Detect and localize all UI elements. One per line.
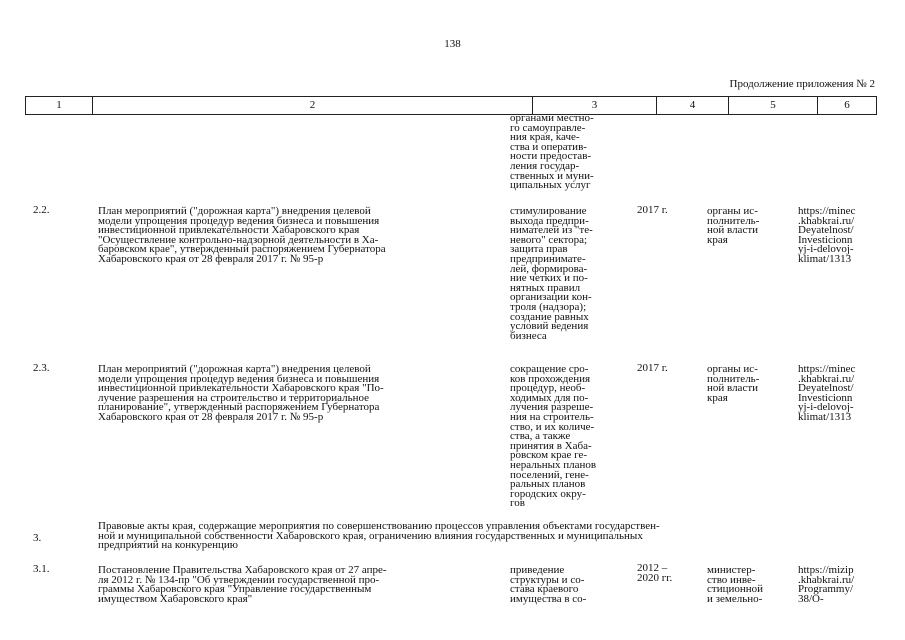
row-document: План мероприятий ("дорожная карта") внедрения целевой модели упрощения процедур ведения бизнеса и повышения инвестиционной привлекательности Хабаровского края "Осуществление контрольно-надзорной деятельности в Ха- баровском крае", утвержденный распоряжением Губернатора Хабаровского края от 28 февраля 2017 г. № 95-р [98,205,386,265]
header-col-2: 2 [92,97,532,114]
row-link[interactable]: https://minec .khabkrai.ru/ Deyatelnost/ Investicionn yj-i-delovoj- klimat/1313 [798,363,856,423]
row-term: 2017 г. [637,204,668,216]
row-goal: сокращение сро- ков прохождения процедур, необ- ходимых для по- лучения разреше- ния на строитель- ство, и их количе- ства, а также принятия в Хаба- ровском крае ге- неральных планов поселений, гене- ральных планов городских окру- гов [510,363,597,510]
table-header [25,96,877,115]
continuation-label: Продолжение приложения № 2 [729,78,875,90]
header-col-3: 3 [532,97,656,114]
row-document: План мероприятий ("дорожная карта") внедрения целевой модели упрощения процедур ведения бизнеса и повышения инвестиционной привлекательности Хабаровского края "По- лучение разрешения на строительство и территориальное планирование", утвержденный распоряжением Губернатора Хабаровского края от 28 февраля 2017 г. № 95-р [98,363,384,423]
row-link[interactable]: https://minec .khabkrai.ru/ Deyatelnost/ Investicionn yj-i-delovoj- klimat/1313 [798,205,856,265]
row-executor: министер- ство инве- стиционной и земельно- [707,564,764,605]
row-goal: приведение структуры и со- става краевого имущества в со- [510,564,587,605]
row-link[interactable]: https://mizip .khabkrai.ru/ Programmy/ 38/O- [798,564,855,605]
row-goal: стимулирование выхода предпри- нимателей из "те- невого" сектора; защита прав предпринимате- лей, формирова- ние четких и по- нятных правил организации кон- троля (надзора); создание равных условий ведения бизнеса [510,205,593,342]
header-col-5: 5 [728,97,817,114]
header-col-4: 4 [656,97,728,114]
header-col-6: 6 [817,97,876,114]
row-number: 2.2. [33,204,50,216]
row-document: Постановление Правительства Хабаровского края от 27 апре- ля 2012 г. № 134-пр "Об утверждении государственной про- граммы Хабаровского края "Управление государственным имуществом Хабаровского края" [98,564,387,605]
row-executor: органы ис- полнитель- ной власти края [707,205,760,246]
section-title: Правовые акты края, содержащие мероприятия по совершенствованию процессов управления объектами государствен- ной и муниципальной собственности Хабаровского края, ограничению влияния государственных и муниципальных предприятий на конкуренцию [98,520,660,552]
row-cont-goal: органами местно- го самоуправле- ния края, каче- ства и оператив- ности предостав- ления государ- ственных и муни- ципальных услуг [510,112,594,192]
page-number: 138 [444,38,461,50]
row-number: 2.3. [33,362,50,374]
section-number: 3. [33,532,42,544]
row-executor: органы ис- полнитель- ной власти края [707,363,760,404]
row-term: 2012 – 2020 гг. [637,562,673,584]
row-number: 3.1. [33,563,50,575]
header-col-1: 1 [56,99,62,111]
row-term: 2017 г. [637,362,668,374]
